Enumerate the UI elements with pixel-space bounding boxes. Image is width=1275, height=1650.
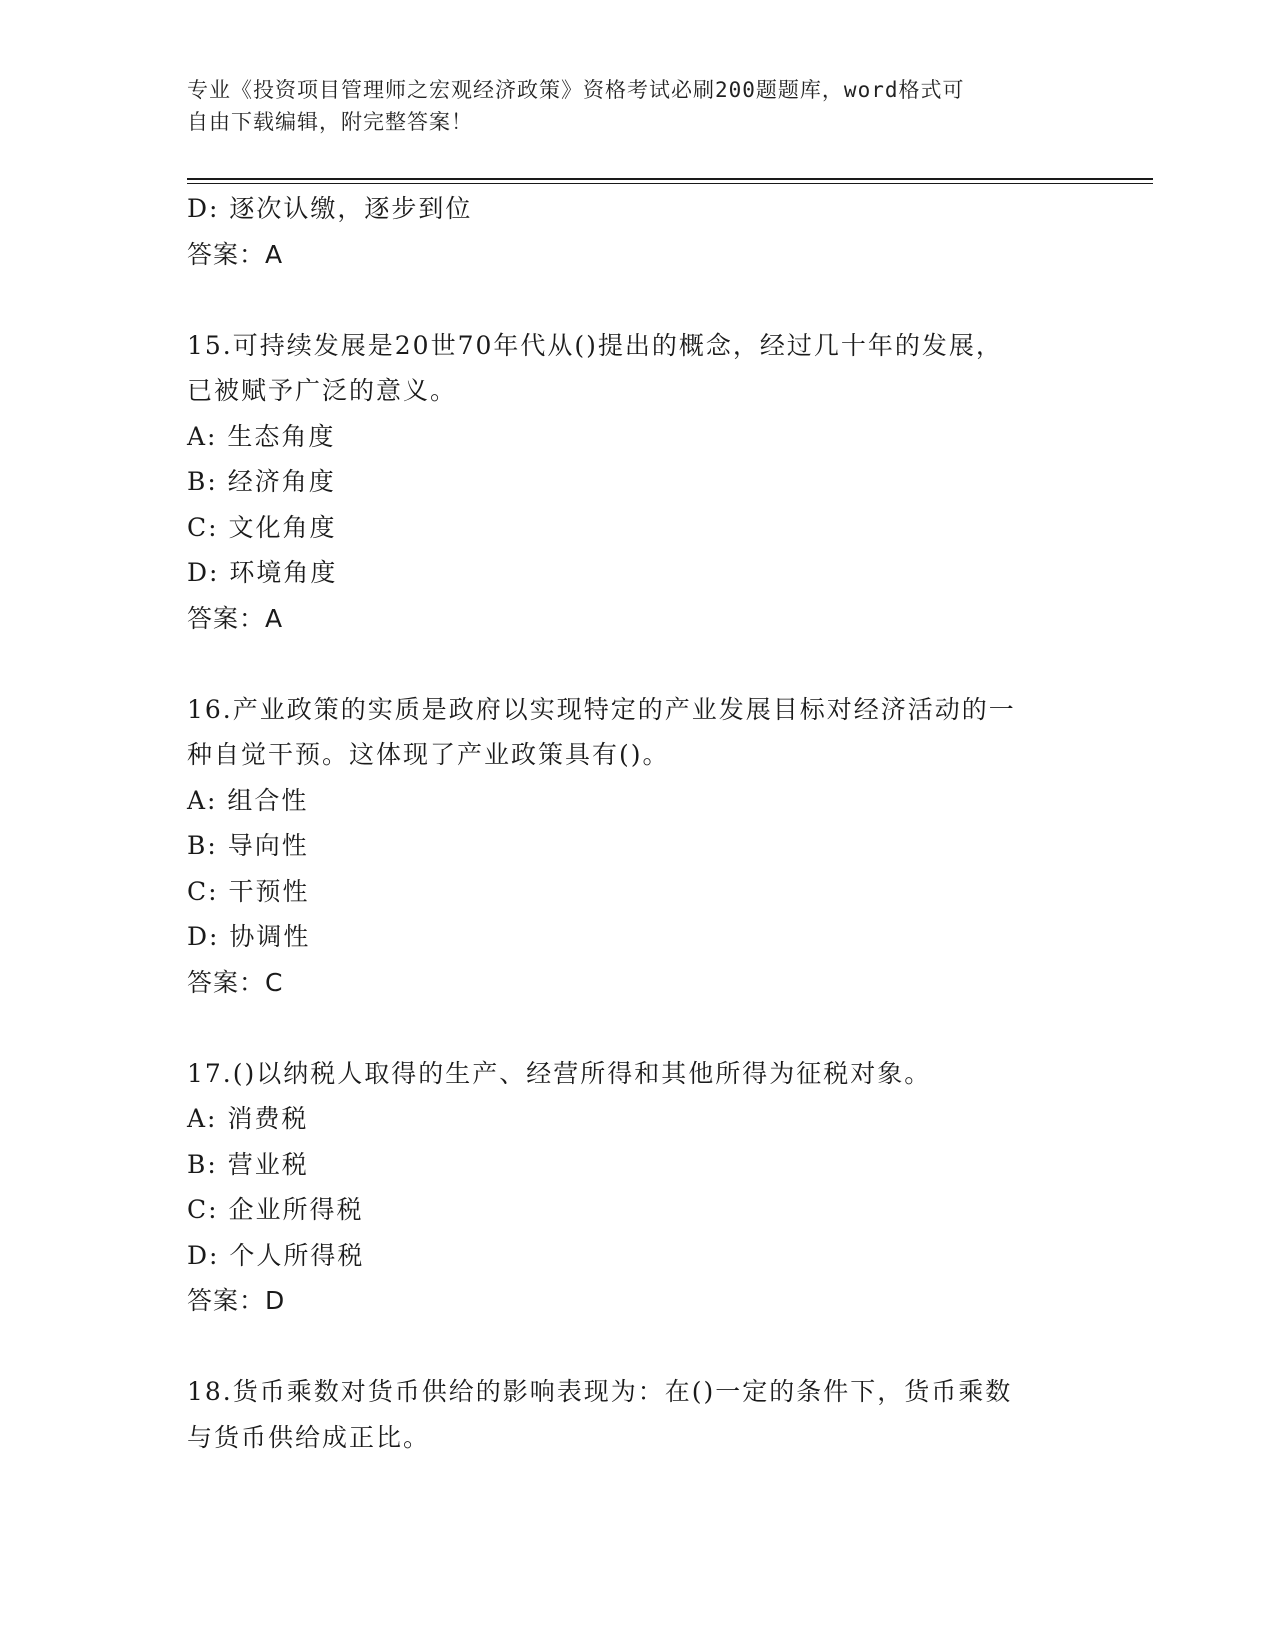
question-17 xyxy=(187,1051,1087,1324)
spacer xyxy=(187,1324,1087,1370)
option-c: C: 企业所得税 xyxy=(187,1195,364,1224)
question-18 xyxy=(187,1369,1087,1460)
spacer xyxy=(187,1005,1087,1051)
header-divider-thin xyxy=(187,183,1153,184)
option-a: A: 组合性 xyxy=(187,785,309,815)
question-stem-continued: 种自觉干预。这体现了产业政策具有()。 xyxy=(187,740,670,769)
question-16 xyxy=(187,687,1087,1006)
option-a: A: 生态角度 xyxy=(187,421,336,451)
option-b: B: 导向性 xyxy=(187,831,309,860)
header-line-1: 专业《投资项目管理师之宏观经济政策》资格考试必刷200题题库，word格式可 xyxy=(187,78,965,102)
question-14-tail xyxy=(187,186,1087,277)
option-d: D: 逐次认缴，逐步到位 xyxy=(187,194,473,223)
option-c: C: 文化角度 xyxy=(187,512,337,542)
page-header xyxy=(187,74,1087,138)
question-stem-continued: 与货币供给成正比。 xyxy=(187,1422,431,1452)
header-line-2: 自由下载编辑，附完整答案！ xyxy=(187,110,473,134)
answer-line: 答案：A xyxy=(187,239,284,269)
question-stem: 15.可持续发展是20世70年代从()提出的概念，经过几十年的发展， xyxy=(187,330,1003,360)
question-list xyxy=(187,186,1087,1460)
option-c: C: 干预性 xyxy=(187,876,310,906)
question-15 xyxy=(187,323,1087,642)
option-d: D: 协调性 xyxy=(187,922,311,951)
option-a: A: 消费税 xyxy=(187,1104,309,1133)
question-stem: 16.产业政策的实质是政府以实现特定的产业发展目标对经济活动的一 xyxy=(187,694,1016,724)
spacer xyxy=(187,641,1087,687)
answer-line: 答案：A xyxy=(187,603,284,633)
option-b: B: 营业税 xyxy=(187,1149,309,1179)
option-d: D: 个人所得税 xyxy=(187,1240,365,1270)
question-stem: 18.货币乘数对货币供给的影响表现为：在()一定的条件下，货币乘数 xyxy=(187,1377,1013,1406)
question-stem: 17.()以纳税人取得的生产、经营所得和其他所得为征税对象。 xyxy=(187,1058,932,1088)
answer-line: 答案：C xyxy=(187,967,284,997)
spacer xyxy=(187,277,1087,323)
option-b: B: 经济角度 xyxy=(187,467,336,496)
option-d: D: 环境角度 xyxy=(187,558,338,587)
question-stem-continued: 已被赋予广泛的意义。 xyxy=(187,376,458,405)
header-divider-thick xyxy=(187,178,1153,180)
answer-line: 答案：D xyxy=(187,1286,286,1315)
